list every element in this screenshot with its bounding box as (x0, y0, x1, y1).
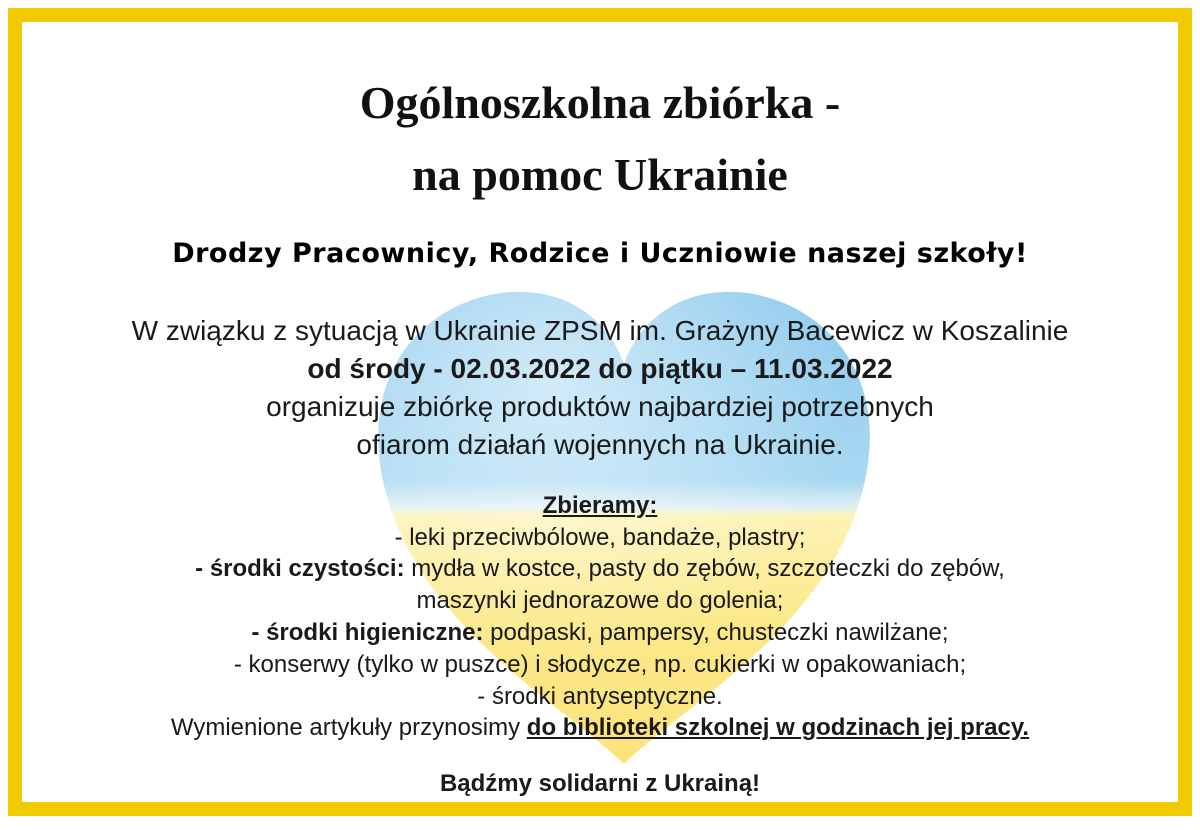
title-line-1: Ogólnoszkolna zbiórka - (359, 77, 841, 128)
closing-line: Bądźmy solidarni z Ukrainą! (439, 770, 761, 797)
intro-line-4: ofiarom działań wojennych na Ukrainie. (356, 429, 844, 460)
collect-item-2-text: mydła w kostce, pasty do zębów, szczoteczki do zębów, (404, 555, 1005, 582)
collect-item-3 (22, 619, 1178, 647)
intro-dates: od środy - 02.03.2022 do piątku – 11.03.2022 (307, 353, 893, 384)
collect-item-4: - konserwy (tylko w puszce) i słodycze, np. cukierki w opakowaniach; (233, 651, 967, 678)
greeting: Drodzy Pracownicy, Rodzice i Uczniowie naszej szkoły! (172, 238, 1028, 269)
delivery-place: do biblioteki szkolnej w godzinach jej pracy. (526, 714, 1030, 741)
delivery-prefix: Wymienione artykuły przynosimy (170, 714, 527, 741)
collect-heading: Zbieramy: (542, 492, 658, 519)
collect-item-3-label: - środki higieniczne: (251, 619, 484, 646)
collect-item-3-text: podpaski, pampersy, chusteczki nawilżane; (483, 619, 949, 646)
poster-text (22, 22, 1178, 802)
title-line-2: na pomoc Ukrainie (412, 149, 788, 200)
collect-item-2-cont: maszynki jednorazowe do golenia; (416, 587, 784, 614)
collect-item-1: - leki przeciwbólowe, bandaże, plastry; (394, 524, 806, 551)
poster-frame (8, 8, 1192, 816)
collect-item-2 (22, 555, 1178, 583)
intro-line-3: organizuje zbiórkę produktów najbardziej potrzebnych (266, 391, 934, 422)
intro-line-1: W związku z sytuacją w Ukrainie ZPSM im. Grażyny Bacewicz w Koszalinie (131, 315, 1069, 346)
collect-item-2-label: - środki czystości: (195, 555, 405, 582)
collect-item-5: - środki antyseptyczne. (477, 683, 723, 710)
delivery-line (22, 714, 1178, 742)
